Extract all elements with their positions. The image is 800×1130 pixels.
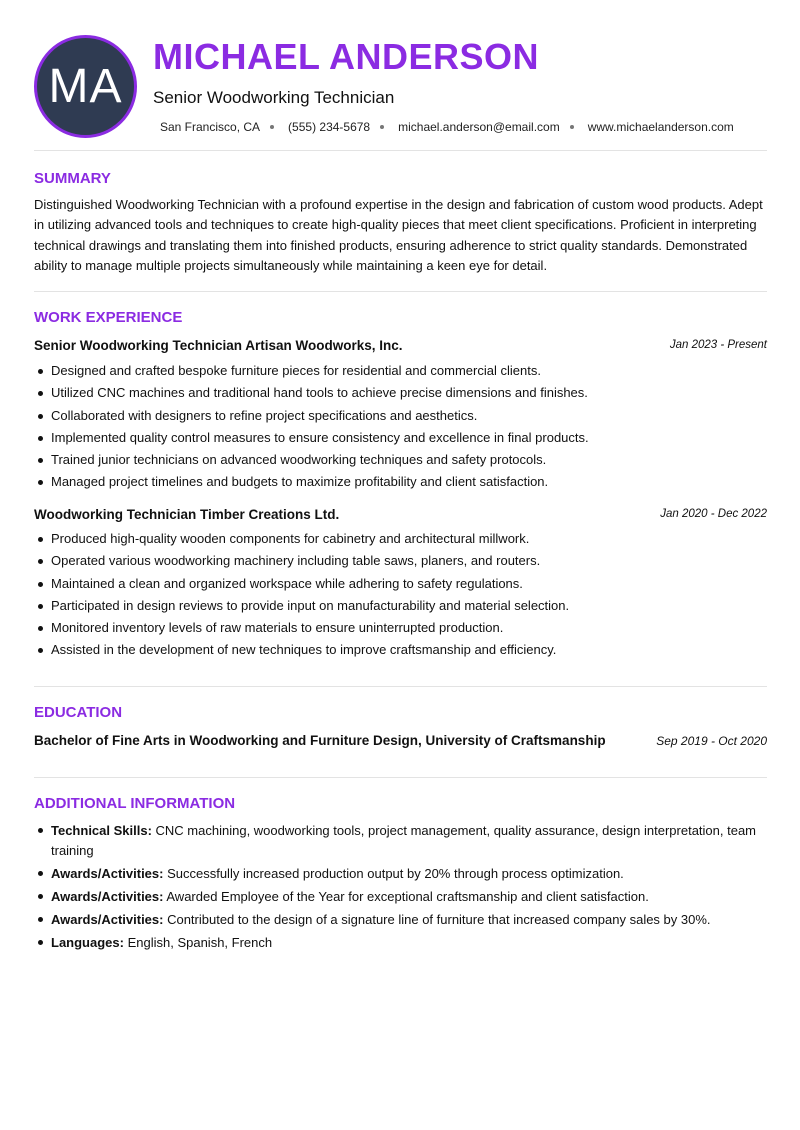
list-item	[34, 910, 767, 930]
summary-text: Distinguished Woodworking Technician with a profound expertise in the design and fabrication of custom wood products. Adept in utilizing advanced tools and techniques to create high-quality pieces that meet client specifications. Proficient in interpreting technical drawings and translating them into finished products, ensuring adherence to strict quality standards. Demonstrated ability to manage multiple projects simultaneously while maintaining a keen eye for detail.	[34, 197, 763, 273]
job-bullets	[34, 360, 767, 494]
info-label: Technical Skills:	[51, 823, 152, 838]
info-label: Awards/Activities:	[51, 865, 164, 881]
additional-info-list	[34, 821, 767, 956]
avatar-initials: MA	[48, 60, 123, 113]
contact-phone: (555) 234-5678	[288, 120, 371, 134]
info-label: Awards/Activities:	[51, 911, 164, 927]
contact-location: San Francisco, CA	[160, 120, 261, 134]
divider	[34, 150, 767, 151]
job-header	[34, 338, 767, 356]
info-text: CNC machining, woodworking tools, project management, quality assurance, design interpretation, team training	[51, 823, 757, 858]
info-label: Languages:	[51, 934, 124, 950]
divider	[34, 777, 767, 778]
list-item	[34, 933, 767, 953]
job-bullets	[34, 528, 767, 662]
list-item: Participated in design reviews to provide input on manufacturability and material selection.	[34, 595, 767, 617]
list-item: Operated various woodworking machinery including table saws, planers, and routers.	[34, 550, 767, 572]
info-text: Awarded Employee of the Year for exceptional craftsmanship and client satisfaction.	[163, 888, 649, 904]
list-item: Monitored inventory levels of raw materials to ensure uninterrupted production.	[34, 617, 767, 639]
candidate-name: MICHAEL ANDERSON	[153, 36, 540, 77]
education-degree: Bachelor of Fine Arts in Woodworking and Furniture Design, University of Craftsmanship	[34, 733, 606, 748]
info-text: Contributed to the design of a signature line of furniture that increased company sales by 30%.	[163, 911, 711, 927]
info-text: English, Spanish, French	[123, 934, 273, 950]
list-item: Designed and crafted bespoke furniture pieces for residential and commercial clients.	[34, 360, 767, 382]
list-item: Trained junior technicians on advanced woodworking techniques and safety protocols.	[34, 449, 767, 471]
job-dates: Jan 2023 - Present	[669, 339, 767, 351]
info-label: Awards/Activities:	[51, 888, 164, 904]
job-dates: Jan 2020 - Dec 2022	[660, 508, 767, 520]
contact-line	[160, 120, 734, 134]
job-header	[34, 507, 767, 525]
list-item: Utilized CNC machines and traditional hand tools to achieve precise dimensions and finishes.	[34, 382, 767, 404]
job-role: Senior Woodworking Technician Artisan Woodworks, Inc.	[34, 338, 403, 353]
list-item: Assisted in the development of new techniques to improve craftsmanship and efficiency.	[34, 639, 767, 661]
divider	[34, 291, 767, 292]
avatar	[34, 35, 137, 138]
list-item: Managed project timelines and budgets to maximize profitability and client satisfaction.	[34, 471, 767, 493]
additional-info-heading: ADDITIONAL INFORMATION	[34, 795, 236, 812]
job-role: Woodworking Technician Timber Creations Ltd.	[34, 507, 340, 522]
separator-dot	[570, 125, 574, 129]
info-text: Successfully increased production output by 20% through process optimization.	[163, 865, 624, 881]
education-entry	[34, 733, 767, 751]
list-item	[34, 821, 767, 860]
education-heading: EDUCATION	[34, 704, 123, 721]
summary-heading: SUMMARY	[34, 170, 111, 187]
contact-email[interactable]: michael.anderson@email.com	[398, 120, 560, 134]
list-item	[34, 864, 767, 884]
candidate-title: Senior Woodworking Technician	[153, 88, 395, 107]
list-item: Collaborated with designers to refine project specifications and aesthetics.	[34, 405, 767, 427]
education-dates: Sep 2019 - Oct 2020	[656, 734, 767, 748]
work-experience-heading: WORK EXPERIENCE	[34, 309, 183, 326]
separator-dot	[380, 125, 384, 129]
separator-dot	[270, 125, 274, 129]
list-item	[34, 887, 767, 907]
list-item: Maintained a clean and organized workspace while adhering to safety regulations.	[34, 573, 767, 595]
list-item: Implemented quality control measures to ensure consistency and excellence in final products.	[34, 427, 767, 449]
list-item: Produced high-quality wooden components for cabinetry and architectural millwork.	[34, 528, 767, 550]
contact-website[interactable]: www.michaelanderson.com	[587, 120, 734, 134]
divider	[34, 686, 767, 687]
